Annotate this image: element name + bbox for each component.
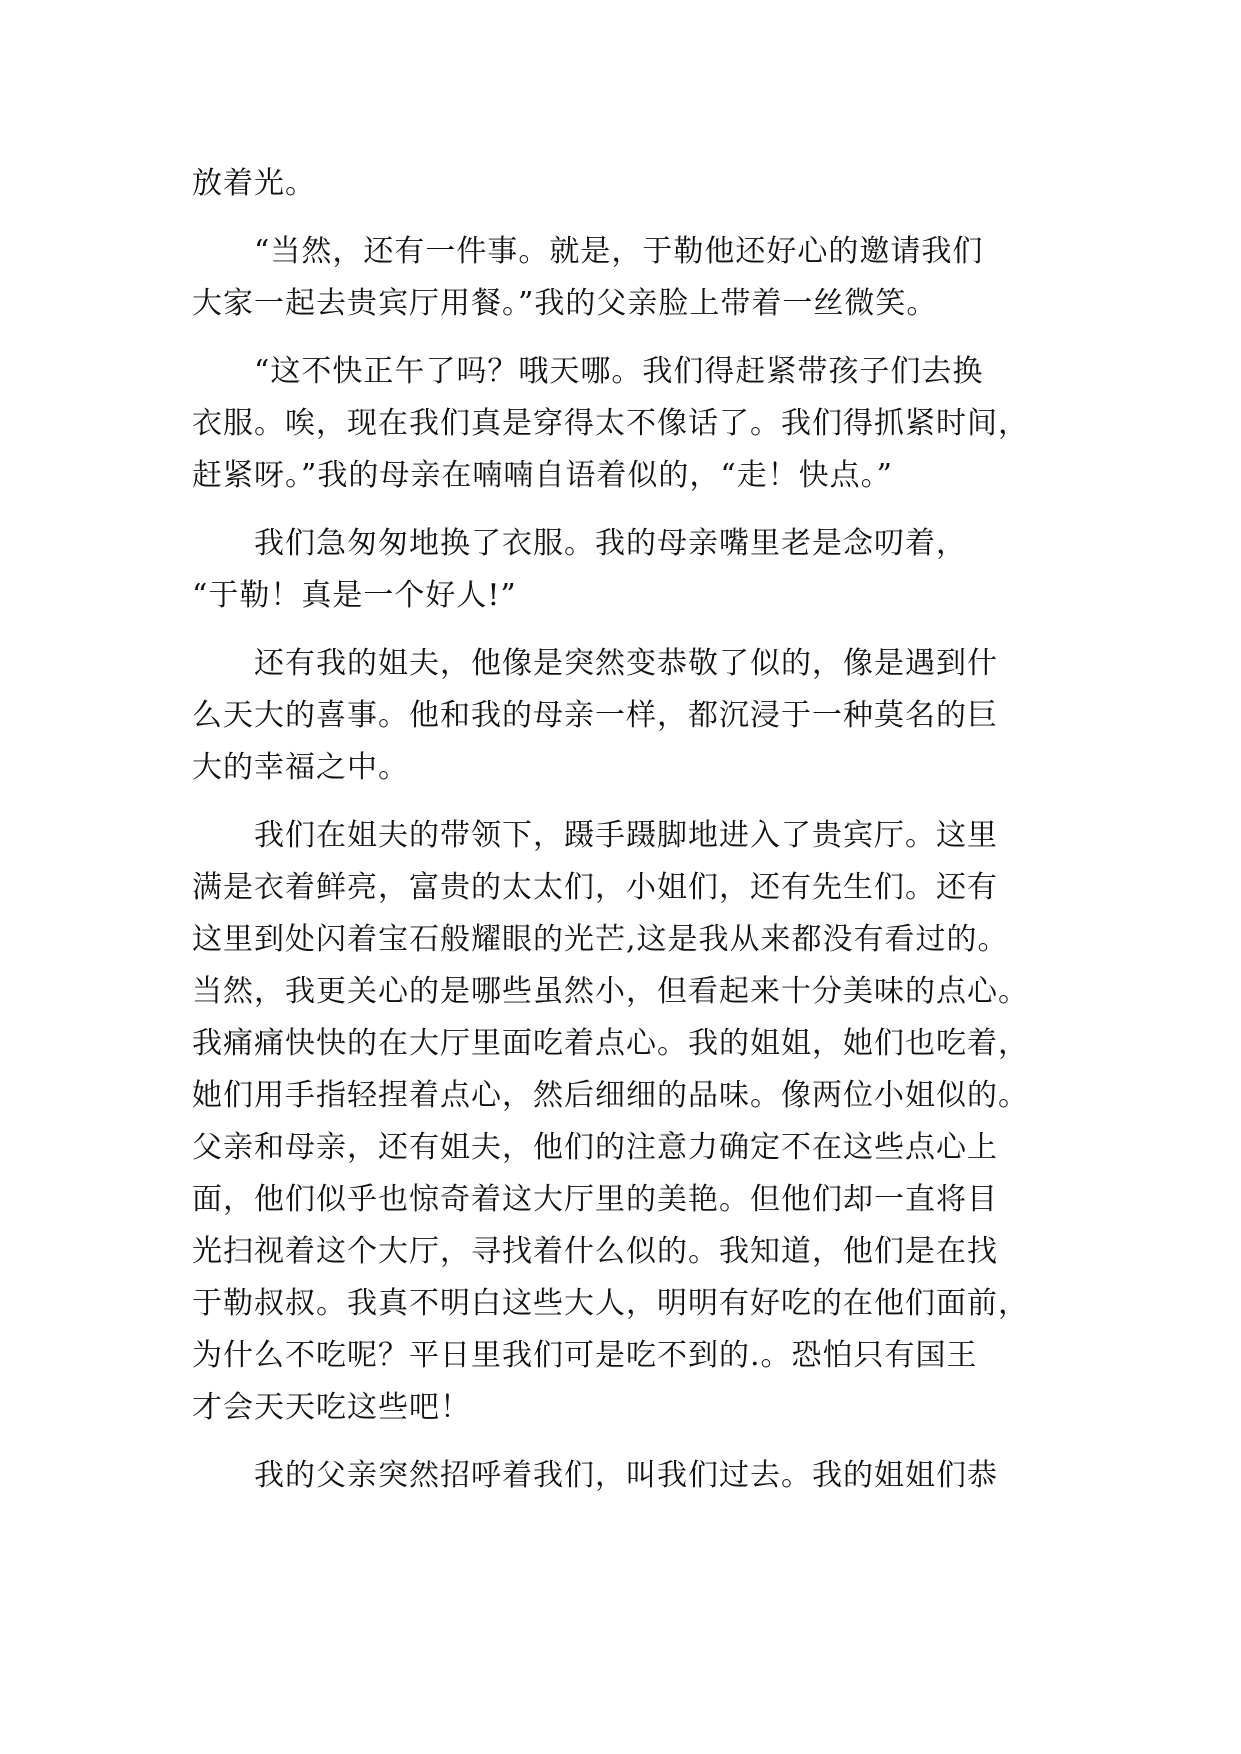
paragraph bbox=[192, 810, 1052, 1434]
text-line: 为什么不吃呢？平日里我们可是吃不到的.。恐怕只有国王 bbox=[192, 1338, 978, 1373]
paragraph bbox=[192, 638, 1052, 794]
text-line: 我们在姐夫的带领下，蹑手蹑脚地进入了贵宾厅。这里 bbox=[254, 818, 998, 853]
text-line: 当然，我更关心的是哪些虽然小，但看起来十分美味的点心。 bbox=[192, 974, 1029, 1009]
text-line: 我痛痛快快的在大厅里面吃着点心。我的姐姐，她们也吃着， bbox=[192, 1026, 1029, 1061]
text-line: 放着光。 bbox=[192, 166, 316, 201]
text-line: 这里到处闪着宝石般耀眼的光芒,这是我从来都没有看过的。 bbox=[192, 922, 1009, 957]
text-line: 我的父亲突然招呼着我们，叫我们过去。我的姐姐们恭 bbox=[254, 1458, 998, 1493]
text-line: 么天大的喜事。他和我的母亲一样，都沉浸于一种莫名的巨 bbox=[192, 698, 998, 733]
text-line: 赶紧呀。”我的母亲在喃喃自语着似的，“走！快点。” bbox=[192, 458, 894, 493]
text-line: 光扫视着这个大厅，寻找着什么似的。我知道，他们是在找 bbox=[192, 1234, 998, 1269]
story-text bbox=[192, 158, 1052, 1502]
text-line: 我们急匆匆地换了衣服。我的母亲嘴里老是念叨着， bbox=[254, 526, 967, 561]
text-line: “于勒！真是一个好人!” bbox=[192, 578, 517, 613]
text-line: 大的幸福之中。 bbox=[192, 750, 409, 785]
text-line: 满是衣着鲜亮，富贵的太太们，小姐们，还有先生们。还有 bbox=[192, 870, 998, 905]
text-line: 于勒叔叔。我真不明白这些大人，明明有好吃的在他们面前， bbox=[192, 1286, 1029, 1321]
paragraph bbox=[192, 1450, 1052, 1502]
text-line: 衣服。唉，现在我们真是穿得太不像话了。我们得抓紧时间， bbox=[192, 406, 1029, 441]
paragraph bbox=[192, 518, 1052, 622]
paragraph bbox=[192, 158, 1052, 210]
text-line: 才会天天吃这些吧！ bbox=[192, 1390, 471, 1425]
text-line: 父亲和母亲，还有姐夫，他们的注意力确定不在这些点心上 bbox=[192, 1130, 998, 1165]
paragraph bbox=[192, 226, 1052, 330]
text-line: 还有我的姐夫，他像是突然变恭敬了似的，像是遇到什 bbox=[254, 646, 998, 681]
text-line: 面，他们似乎也惊奇着这大厅里的美艳。但他们却一直将目 bbox=[192, 1182, 998, 1217]
text-line: “当然，还有一件事。就是，于勒他还好心的邀请我们 bbox=[254, 234, 984, 269]
text-line: “这不快正午了吗？哦天哪。我们得赶紧带孩子们去换 bbox=[254, 354, 984, 389]
text-line: 她们用手指轻捏着点心，然后细细的品味。像两位小姐似的。 bbox=[192, 1078, 1029, 1113]
text-line: 大家一起去贵宾厅用餐。”我的父亲脸上带着一丝微笑。 bbox=[192, 286, 938, 321]
paragraph bbox=[192, 346, 1052, 502]
